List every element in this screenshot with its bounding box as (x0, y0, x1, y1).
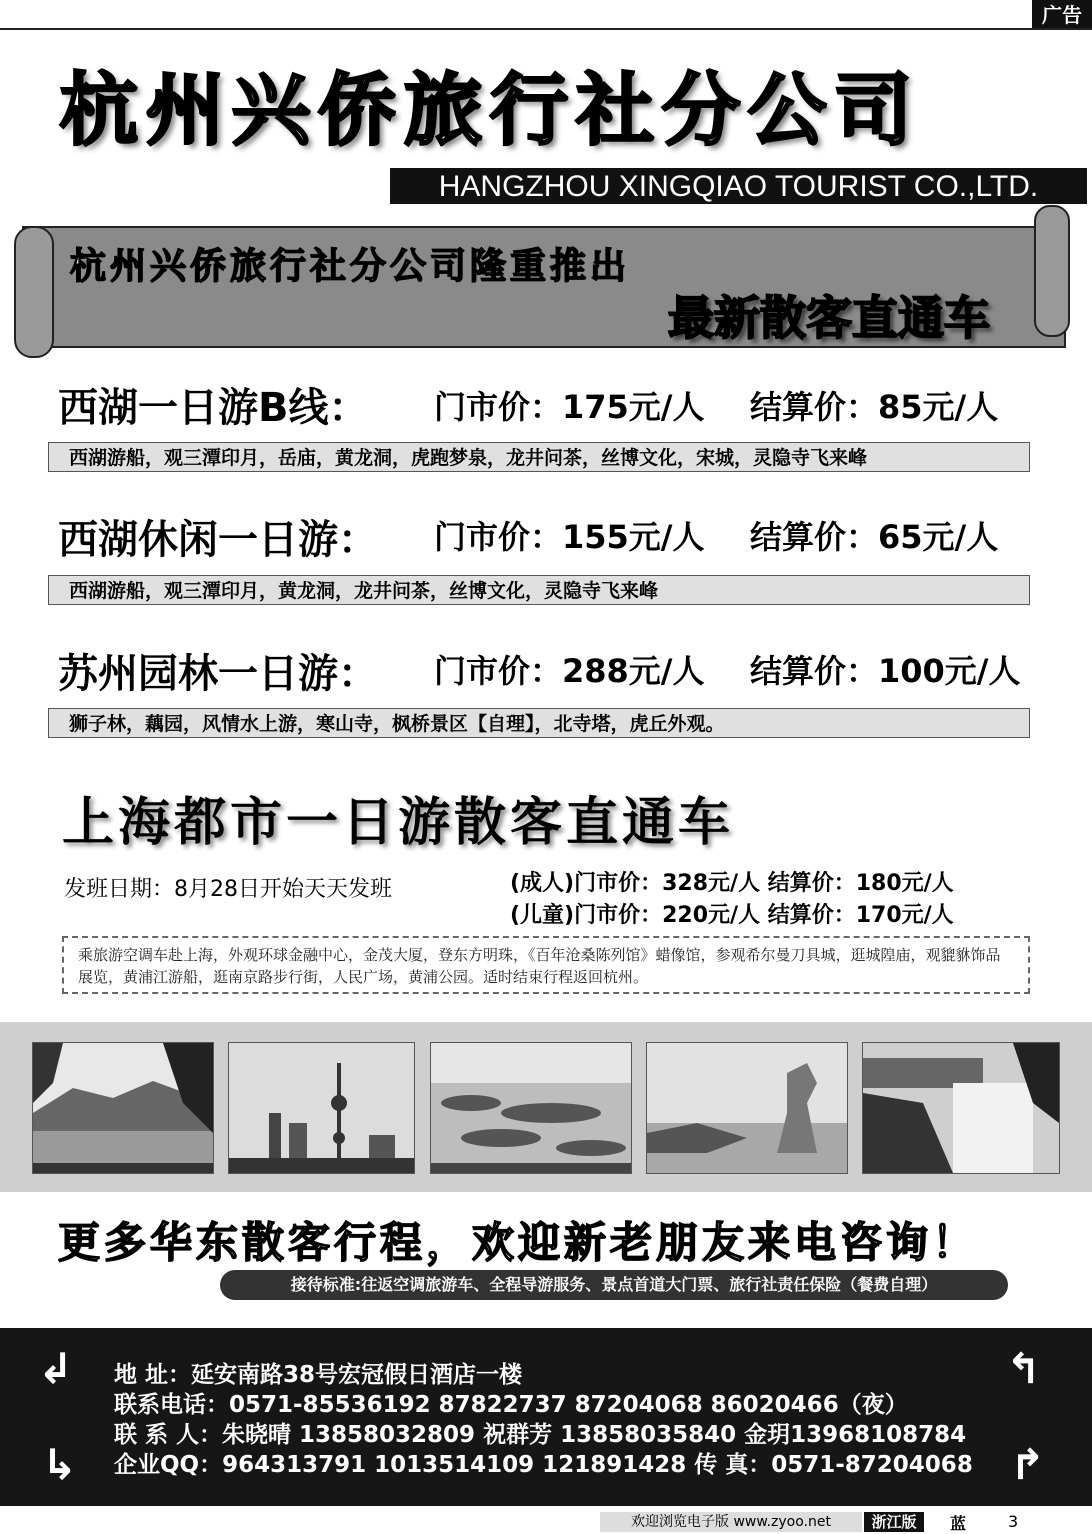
tour-title: 苏州园林一日游： (58, 651, 378, 697)
tour-title: 西湖休闲一日游： (58, 517, 378, 563)
contact-person: 联 系 人：朱晓晴 13858032809 祝群芳 13858035840 金玥13968108784 (114, 1422, 967, 1448)
lake-photo (32, 1042, 214, 1174)
corner-arrow-icon: ↲ (38, 1344, 74, 1393)
tour-settle-price: 结算价：65元/人 (750, 518, 999, 556)
corner-arrow-icon: ↳ (42, 1440, 78, 1489)
tour-description: 西湖游船，观三潭印月，岳庙，黄龙洞，虎跑梦泉，龙井问茶，丝博文化，宋城，灵隐寺飞来峰 (48, 442, 1030, 472)
consult-slogan: 更多华东散客行程，欢迎新老朋友来电咨询！ (58, 1218, 979, 1267)
contact-address: 地 址：延安南路38号宏冠假日酒店一楼 (114, 1362, 523, 1388)
page-number: 3 (1008, 1512, 1019, 1531)
shanghai-child-price: (儿童)门市价：220元/人 结算价：170元/人 (510, 903, 954, 928)
tour-retail-price: 门市价：175元/人 (434, 388, 705, 426)
tour-settle-price: 结算价：100元/人 (750, 652, 1021, 690)
ad-tag: 广告 (1032, 0, 1092, 30)
banner-subheadline: 最新散客直通车 (668, 291, 990, 345)
edition-badge: 浙江版 (864, 1512, 924, 1532)
scroll-left-roll (14, 226, 54, 358)
website-banner: 欢迎浏览电子版 www.zyoo.net (600, 1512, 862, 1532)
shanghai-description: 乘旅游空调车赴上海，外观环球金融中心，金茂大厦，登东方明珠，《百年沧桑陈列馆》蜡像馆，参观希尔曼刀具城，逛城隍庙，观貔貅饰品展览，黄浦江游船，逛南京路步行街，人民广场，黄浦公园。适时结束行程返回杭州。 (62, 936, 1030, 994)
company-name-en: HANGZHOU XINGQIAO TOURIST CO.,LTD. (390, 168, 1087, 204)
corner-arrow-icon: ↰ (1006, 1344, 1042, 1393)
waterfall-dam-photo (862, 1042, 1060, 1174)
tour-description: 狮子林，藕园，风情水上游，寒山寺，枫桥景区【自理】，北寺塔，虎丘外观。 (48, 708, 1030, 738)
scroll-right-roll (1034, 205, 1070, 337)
tour-description: 西湖游船，观三潭印月，黄龙洞，龙井问茶，丝博文化，灵隐寺飞来峰 (48, 575, 1030, 605)
top-divider (0, 28, 1092, 30)
tour-retail-price: 门市价：155元/人 (434, 518, 705, 556)
contact-qq-fax: 企业QQ：964313791 1013514109 121891428 传 真：0571-87204068 (114, 1452, 973, 1478)
banner-headline: 杭州兴侨旅行社分公司隆重推出 (70, 246, 631, 287)
islands-photo (430, 1042, 632, 1174)
rock-photo (646, 1042, 848, 1174)
shanghai-title: 上海都市一日游散客直通车 (62, 793, 735, 853)
tour-settle-price: 结算价：85元/人 (750, 388, 999, 426)
shanghai-schedule: 发班日期：8月28日开始天天发班 (64, 877, 392, 902)
color-mark: 蓝 (950, 1514, 967, 1533)
tour-title: 西湖一日游B线： (58, 385, 369, 431)
shanghai-adult-price: (成人)门市价：328元/人 结算价：180元/人 (510, 871, 954, 896)
tour-retail-price: 门市价：288元/人 (434, 652, 705, 690)
service-standard: 接待标准:往返空调旅游车、全程导游服务、景点首道大门票、旅行社责任保险（餐费自理） (220, 1270, 1008, 1300)
shanghai-skyline-photo (228, 1042, 415, 1174)
company-name-cn: 杭州兴侨旅行社分公司 (60, 65, 921, 156)
contact-phone: 联系电话：0571-85536192 87822737 87204068 86020466（夜） (114, 1392, 908, 1418)
corner-arrow-icon: ↱ (1010, 1440, 1046, 1489)
